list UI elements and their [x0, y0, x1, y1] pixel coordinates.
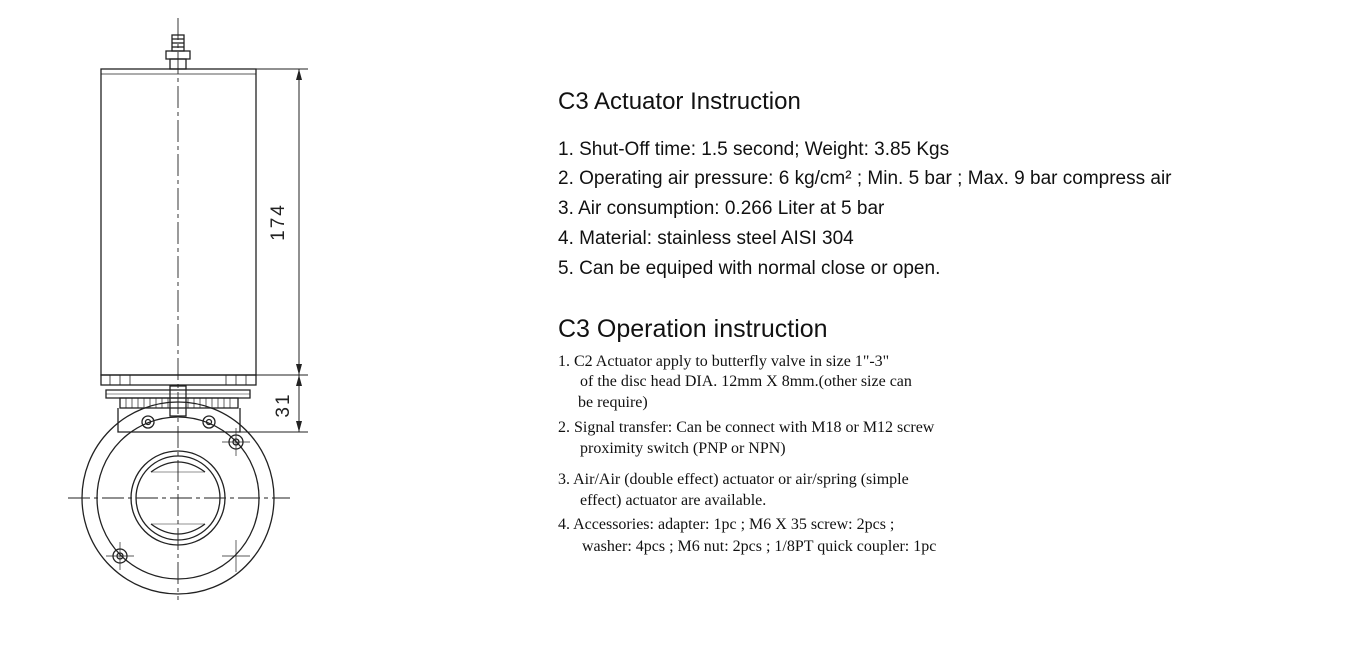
actuator-item-4: 4. Material: stainless steel AISI 304: [558, 228, 854, 249]
operation-item-2-line-1: 2. Signal transfer: Can be connect with M18 or M12 screw: [558, 419, 935, 436]
operation-item-2-line-2: proximity switch (PNP or NPN): [580, 440, 786, 457]
dimension-31-label: 31: [273, 392, 294, 418]
operation-item-3-line-2: effect) actuator are available.: [580, 492, 767, 509]
dimension-174-label: 174: [268, 203, 289, 241]
operation-item-4-line-1: 4. Accessories: adapter: 1pc ; M6 X 35 screw: 2pcs ;: [558, 516, 895, 533]
actuator-instruction-title: C3 Actuator Instruction: [558, 88, 801, 115]
operation-item-1-line-1: 1. C2 Actuator apply to butterfly valve in size 1"-3": [558, 353, 890, 370]
actuator-body: [101, 69, 256, 375]
actuator-item-1: 1. Shut-Off time: 1.5 second; Weight: 3.85 Kgs: [558, 139, 950, 160]
operation-item-1-line-3: be require): [578, 394, 648, 411]
operation-item-1-line-2: of the disc head DIA. 12mm X 8mm.(other size can: [580, 373, 912, 390]
valve-technical-drawing: [0, 0, 520, 661]
actuator-item-5: 5. Can be equiped with normal close or open.: [558, 258, 941, 279]
actuator-item-2: 2. Operating air pressure: 6 kg/cm² ; Min. 5 bar ; Max. 9 bar compress air: [558, 168, 1172, 189]
actuator-bottom-cap: [101, 375, 256, 385]
actuator-item-3: 3. Air consumption: 0.266 Liter at 5 bar: [558, 198, 885, 219]
operation-item-3-line-1: 3. Air/Air (double effect) actuator or air/spring (simple: [558, 471, 909, 488]
dimension-lines: [240, 69, 308, 432]
operation-item-4-line-2: washer: 4pcs ; M6 nut: 2pcs ; 1/8PT quick coupler: 1pc: [582, 538, 937, 555]
operation-instruction-title: C3 Operation instruction: [558, 315, 828, 343]
